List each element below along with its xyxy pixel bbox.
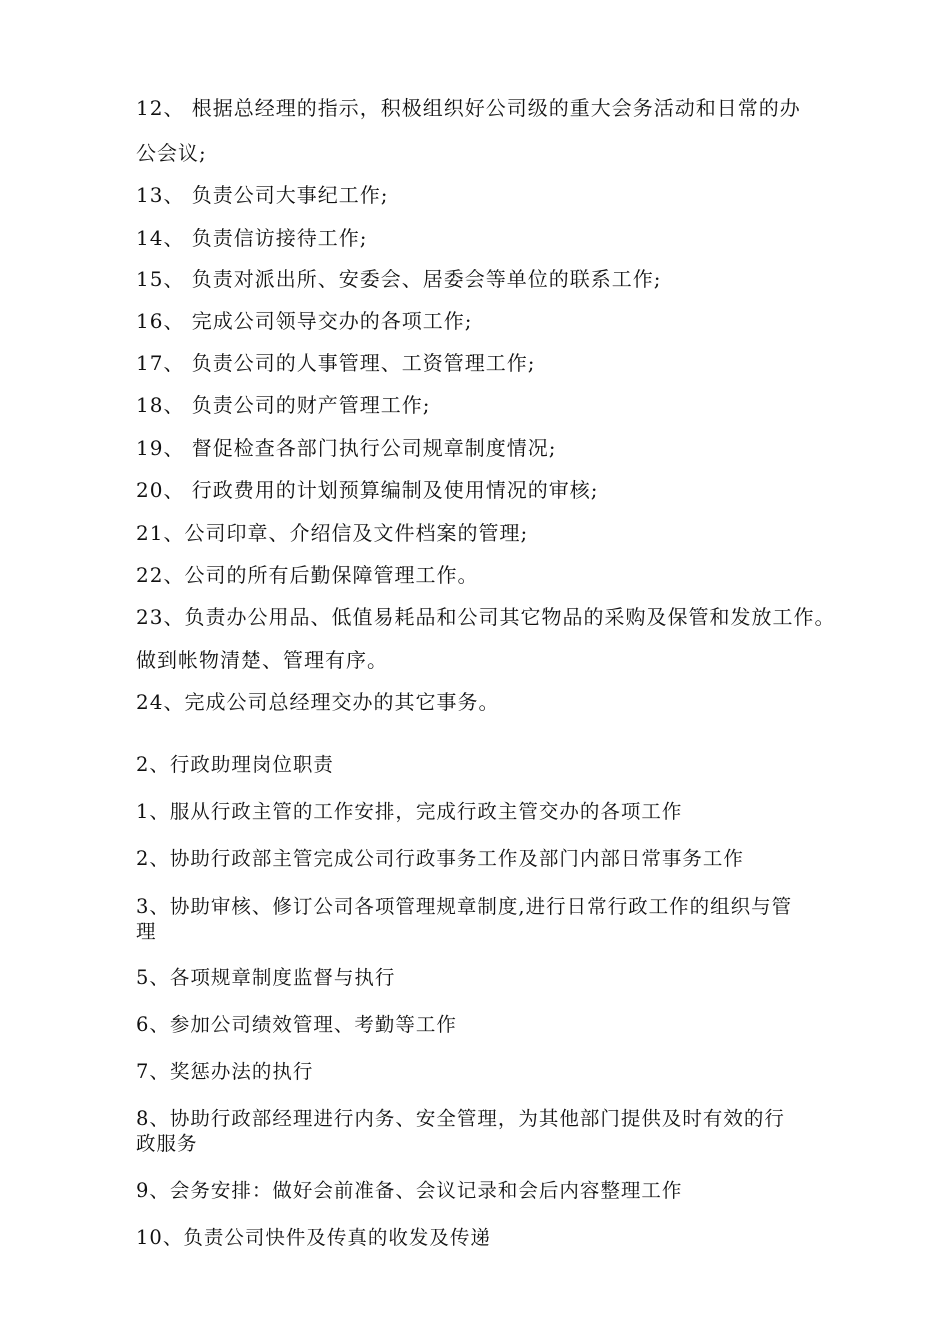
list-item-15: 15、 负责对派出所、安委会、居委会等单位的联系工作; bbox=[136, 267, 662, 291]
duty-item-3-line-2: 理 bbox=[136, 920, 157, 943]
list-item-14: 14、 负责信访接待工作; bbox=[136, 226, 368, 250]
list-item-23-line-1: 23、负责办公用品、低值易耗品和公司其它物品的采购及保管和发放工作。 bbox=[136, 605, 836, 629]
duty-item-9: 9、会务安排：做好会前准备、会议记录和会后内容整理工作 bbox=[136, 1179, 683, 1202]
list-item-24: 24、完成公司总经理交办的其它事务。 bbox=[136, 690, 500, 714]
duty-item-6: 6、参加公司绩效管理、考勤等工作 bbox=[136, 1013, 457, 1036]
list-item-22: 22、公司的所有后勤保障管理工作。 bbox=[136, 563, 479, 587]
duty-item-8-line-2: 政服务 bbox=[136, 1132, 198, 1155]
list-item-17: 17、 负责公司的人事管理、工资管理工作; bbox=[136, 351, 536, 375]
list-item-20: 20、 行政费用的计划预算编制及使用情况的审核; bbox=[136, 478, 599, 502]
duty-item-8-line-1: 8、协助行政部经理进行内务、安全管理，为其他部门提供及时有效的行 bbox=[136, 1107, 785, 1130]
list-item-13: 13、 负责公司大事纪工作; bbox=[136, 183, 389, 207]
section-heading: 2、行政助理岗位职责 bbox=[136, 753, 334, 776]
duty-item-10: 10、负责公司快件及传真的收发及传递 bbox=[136, 1226, 491, 1249]
list-item-18: 18、 负责公司的财产管理工作; bbox=[136, 393, 431, 417]
list-item-21: 21、公司印章、介绍信及文件档案的管理; bbox=[136, 521, 529, 545]
list-item-16: 16、 完成公司领导交办的各项工作; bbox=[136, 309, 473, 333]
duty-item-3-line-1: 3、协助审核、修订公司各项管理规章制度,进行日常行政工作的组织与管 bbox=[136, 895, 793, 918]
list-item-12-line-1: 12、 根据总经理的指示，积极组织好公司级的重大会务活动和日常的办 bbox=[136, 96, 801, 120]
duty-item-1: 1、服从行政主管的工作安排，完成行政主管交办的各项工作 bbox=[136, 800, 683, 823]
duty-item-7: 7、奖惩办法的执行 bbox=[136, 1060, 314, 1083]
list-item-12-line-2: 公会议; bbox=[136, 141, 207, 165]
duty-item-2: 2、协助行政部主管完成公司行政事务工作及部门内部日常事务工作 bbox=[136, 847, 744, 870]
duty-item-5: 5、各项规章制度监督与执行 bbox=[136, 966, 396, 989]
list-item-19: 19、 督促检查各部门执行公司规章制度情况; bbox=[136, 436, 557, 460]
list-item-23-line-2: 做到帐物清楚、管理有序。 bbox=[136, 648, 388, 672]
